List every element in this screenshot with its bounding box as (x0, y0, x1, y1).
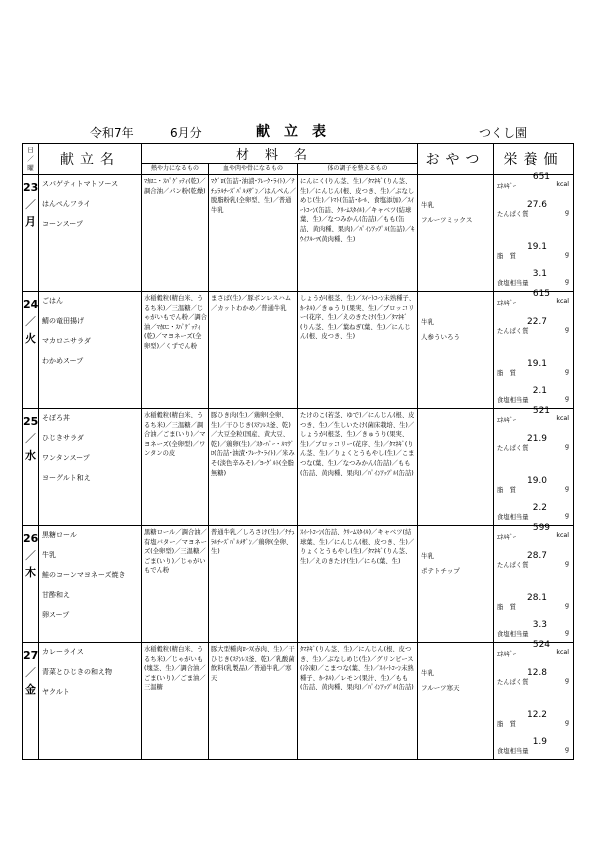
energy-ingredients: 黒糖ロール／調合油／有塩バター／マヨネーズ(全卵型)／三温糖／ごま(いり)／じゃがいもでん粉 (142, 526, 209, 643)
snack-item: ポテトチップ (421, 567, 460, 575)
energy-unit: kcal (556, 415, 570, 422)
condition-ingredients: ﾀﾏﾈｷﾞ(りん茎、生)／にんじん(根、皮つき、生)／ぶなしめじ(生)／グリンピース(冷凍)／こまつな(葉、生)／ｽｲｰﾄｺｰﾝ未熟種子、ｶｰﾈﾙ)／レモン(果汁、生)／もも(缶詰、黄肉種、果肉)／ﾊﾟｲﾝｱｯﾌﾟﾙ(缶詰) (298, 643, 418, 760)
snack-list (418, 292, 494, 409)
salt-value: 1.9 (532, 737, 548, 747)
day-cell (23, 175, 39, 292)
day-cell (23, 292, 39, 409)
fat-unit: g (565, 485, 570, 492)
dish-list (39, 175, 142, 292)
energy-value: 651 (532, 172, 551, 182)
fat-value: 28.1 (526, 593, 548, 603)
snack-list (418, 526, 494, 643)
day-slash: ／ (25, 549, 36, 562)
dish-item: コーンスープ (42, 220, 83, 228)
protein-label: たんぱく質 (497, 679, 529, 686)
fat-label: 脂 質 (497, 604, 516, 611)
fat-value: 19.0 (526, 476, 548, 486)
ing-body-header: 血や肉や骨になるもの (209, 164, 298, 175)
dish-list (39, 409, 142, 526)
salt-unit: g (565, 395, 570, 402)
day-cell (23, 409, 39, 526)
snack-item: 牛乳 (421, 201, 435, 209)
fat-unit: g (565, 719, 570, 726)
day-row (23, 175, 574, 292)
energy-label: ｴﾈﾙｷﾞｰ (497, 417, 516, 424)
nutrition-cell (494, 640, 574, 760)
salt-label: 食塩相当量 (497, 280, 529, 287)
dish-item: ワンタンスープ (42, 454, 90, 462)
dish-item: 牛乳 (42, 551, 56, 559)
dish-header: 献立名 (39, 144, 142, 175)
day-slash: ／ (25, 432, 36, 445)
day-row (23, 409, 574, 526)
protein-value: 21.9 (526, 434, 548, 444)
day-slash: ／ (25, 198, 36, 211)
dish-item: 鯖の竜田揚げ (42, 317, 84, 325)
salt-value: 2.2 (532, 503, 548, 513)
day-number: 27 (23, 649, 39, 662)
facility-name: つくし園 (479, 126, 528, 140)
day-row (23, 292, 574, 409)
salt-label: 食塩相当量 (497, 631, 529, 638)
nutrition-cell (494, 406, 574, 526)
energy-label: ｴﾈﾙｷﾞｰ (497, 183, 516, 190)
dish-item: 鮭のコーンマヨネーズ焼き (42, 571, 126, 579)
salt-label: 食塩相当量 (497, 748, 529, 755)
ing-condition-header: 体の調子を整えるもの (298, 164, 418, 175)
protein-value: 27.6 (526, 200, 548, 210)
day-number: 25 (23, 415, 39, 428)
salt-unit: g (565, 629, 570, 636)
fat-unit: g (565, 251, 570, 258)
weekday: 月 (25, 215, 36, 228)
snack-list (418, 643, 494, 760)
ingredients-header: 材料名 (142, 144, 418, 164)
dish-item: わかめスープ (42, 357, 84, 365)
day-number: 23 (23, 181, 39, 194)
dish-list (39, 292, 142, 409)
weekday: 火 (25, 332, 36, 345)
energy-value: 599 (532, 523, 551, 533)
day-row (23, 643, 574, 760)
snack-item: 人参ういろう (421, 333, 461, 341)
salt-label: 食塩相当量 (497, 397, 529, 404)
day-number: 24 (23, 298, 39, 311)
dish-item: ひじきサラダ (42, 434, 84, 442)
nutrition-header: 栄養価 (494, 144, 574, 175)
snack-item: 牛乳 (421, 552, 435, 560)
energy-label: ｴﾈﾙｷﾞｰ (497, 651, 516, 658)
dish-item: そぼろ丼 (42, 414, 70, 422)
dish-item: 甘酢和え (42, 591, 70, 599)
fat-label: 脂 質 (497, 253, 516, 260)
energy-unit: kcal (556, 649, 570, 656)
salt-value: 2.1 (532, 386, 548, 396)
weekday: 金 (25, 683, 36, 696)
day-cell (23, 526, 39, 643)
body-ingredients: まさば(生)／豚ボンレスハム／カットわかめ／普通牛乳 (209, 292, 298, 409)
dish-item: ヨーグルト和え (42, 474, 91, 482)
condition-ingredients: にんにく(りん茎、生)／ﾀﾏﾈｷﾞ(りん茎、生)／にんじん(根、皮つき、生)／ぶなしめじ(生)／ﾄﾏﾄ(缶詰･ﾎｰﾙ、食塩添加)／ｽｲｰﾄｺｰﾝ(缶詰、ｸﾘｰﾑｽﾀｲﾙ)／キャベツ(結球葉、生)／なつみかん(缶詰)／もも(缶詰、黄肉種、果肉)／ﾊﾟｲﾝｱｯﾌﾟﾙ(缶詰)／ｷｳｲﾌﾙｰﾂ(黄肉種、生) (298, 175, 418, 292)
snack-item: 牛乳 (421, 669, 435, 677)
body-ingredients: 豚ひき肉(生)／鶏卵(全卵、生)／干ひじき(ｽﾃﾝﾚｽ釜、乾)／大豆全粒(国産、黄大豆、乾)／鶏卵(生)／ｽﾀｰﾊﾞｰ・ﾙﾏｸﾞﾛ(缶詰･油漬･ﾌﾚｰｸ･ﾗｲﾄ)／米みそ(淡色辛みそ)／ﾖｰｸﾞﾙﾄ(全脂無糖) (209, 409, 298, 526)
protein-label: たんぱく質 (497, 562, 529, 569)
day-slash: ／ (25, 666, 36, 679)
body-ingredients: ﾏｸﾞﾛ(缶詰･油漬･ﾌﾚｰｸ･ﾗｲﾄ)／ﾅﾁｭﾗﾙﾁｰｽﾞﾊﾟﾙﾒｻﾞﾝ／はんぺん／脱脂粉乳(全卵型、生)／普通牛乳 (209, 175, 298, 292)
protein-value: 12.8 (526, 668, 548, 678)
condition-ingredients: ｽｲｰﾄｺｰﾝ(缶詰、ｸﾘｰﾑｽﾀｲﾙ)／キャベツ(結球葉、生)／にんじん(根、皮つき、生)／りょくとうもやし(生)／ﾀﾏﾈｷﾞ(りん茎、生)／えのきたけ(生)／にら(葉、生) (298, 526, 418, 643)
fat-label: 脂 質 (497, 370, 516, 377)
protein-unit: g (565, 677, 570, 684)
day-header: 日 ／ 曜 (23, 144, 39, 175)
nutrition-cell (494, 523, 574, 643)
snack-header: おやつ (418, 144, 494, 175)
dish-item: スパゲティトマトソース (42, 180, 119, 188)
weekday: 木 (25, 566, 36, 579)
dish-item: カレーライス (42, 648, 84, 656)
energy-unit: kcal (556, 298, 570, 305)
energy-ingredients: ﾏｶﾛﾆ・ｽﾊﾟｹﾞｯﾃｨ(乾)／調合油／パン粉(乾燥) (142, 175, 209, 292)
dish-item: 黒糖ロール (42, 531, 77, 539)
energy-value: 615 (532, 289, 551, 299)
fat-value: 19.1 (526, 359, 548, 369)
month-label: 6月分 (170, 126, 202, 140)
snack-item: 牛乳 (421, 318, 435, 326)
weekday: 水 (25, 449, 36, 462)
day-row (23, 526, 574, 643)
ing-energy-header: 熱や力になるもの (142, 164, 209, 175)
protein-value: 22.7 (526, 317, 548, 327)
dish-list (39, 526, 142, 643)
dish-item: 卵スープ (42, 611, 70, 619)
fat-value: 19.1 (526, 242, 548, 252)
body-ingredients: 普通牛乳／しろさけ(生)／ﾅﾁｭﾗﾙﾁｰｽﾞﾊﾟﾙﾒｻﾞﾝ／鶏卵(全卵、生) (209, 526, 298, 643)
salt-unit: g (565, 512, 570, 519)
fat-label: 脂 質 (497, 721, 516, 728)
dish-item: ごはん (42, 297, 63, 305)
energy-ingredients: 水稲穀粒(精白米、うるち米)／三温糖／調合油／ごま(いり)／マヨネーズ(全卵型)／ワンタンの皮 (142, 409, 209, 526)
fat-value: 12.2 (526, 710, 548, 720)
dish-item: ヤクルト (42, 688, 70, 696)
dish-item: はんぺんフライ (42, 200, 91, 208)
salt-unit: g (565, 746, 570, 753)
condition-ingredients: たけのこ(若茎、ゆで)／にんじん(根、皮つき、生)／生しいたけ(菌床栽培、生)／しょうが(根茎、生)／きゅうり(果実、生)／ブロッコリー(花序、生)／ﾀﾏﾈｷﾞ(りん茎、生)／りょくとうもやし(生)／こまつな(葉、生)／なつみかん(缶詰)／もも(缶詰、黄肉種、果肉)／ﾊﾟｲﾝｱｯﾌﾟﾙ(缶詰) (298, 409, 418, 526)
energy-label: ｴﾈﾙｷﾞｰ (497, 534, 516, 541)
protein-label: たんぱく質 (497, 328, 529, 335)
snack-list (418, 409, 494, 526)
era-label: 令和7年 (90, 126, 134, 140)
salt-value: 3.3 (532, 620, 548, 630)
day-cell (23, 643, 39, 760)
energy-unit: kcal (556, 532, 570, 539)
body-ingredients: 豚大型種肉ﾛｰｽ(赤肉、生)／干ひじき(ｽﾃﾝﾚｽ釜、乾)／乳酸菌飲料(乳製品)／普通牛乳／寒天 (209, 643, 298, 760)
dish-item: 青菜とひじきの和え物 (42, 668, 112, 676)
snack-list (418, 175, 494, 292)
energy-value: 521 (532, 406, 551, 416)
protein-label: たんぱく質 (497, 445, 529, 452)
day-slash: ／ (25, 315, 36, 328)
fat-label: 脂 質 (497, 487, 516, 494)
energy-ingredients: 水稲穀粒(精白米、うるち米)／三温糖／じゃがいもでん粉／調合油／ﾏｶﾛﾆ・ｽﾊﾟｹﾞｯﾃｨ(乾)／マヨネーズ(全卵型)／くずでん粉 (142, 292, 209, 409)
energy-unit: kcal (556, 181, 570, 188)
salt-label: 食塩相当量 (497, 514, 529, 521)
energy-label: ｴﾈﾙｷﾞｰ (497, 300, 516, 307)
snack-item: フルーツミックス (421, 216, 473, 224)
page-title: 献立表 (256, 124, 340, 140)
salt-value: 3.1 (532, 269, 548, 279)
energy-ingredients: 水稲穀粒(精白米、うるち米)／じゃがいも(塊茎、生)／調合油／ごま(いり)／ごま油／三温糖 (142, 643, 209, 760)
nutrition-cell (494, 172, 574, 292)
protein-unit: g (565, 326, 570, 333)
fat-unit: g (565, 368, 570, 375)
dish-item: マカロニサラダ (42, 337, 91, 345)
protein-unit: g (565, 209, 570, 216)
salt-unit: g (565, 278, 570, 285)
dish-list (39, 643, 142, 760)
energy-value: 524 (532, 640, 551, 650)
protein-label: たんぱく質 (497, 211, 529, 218)
menu-table (22, 143, 574, 760)
protein-unit: g (565, 560, 570, 567)
snack-item: フルーツ寒天 (421, 684, 460, 692)
protein-unit: g (565, 443, 570, 450)
protein-value: 28.7 (526, 551, 548, 561)
condition-ingredients: しょうが(根茎、生)／ｽｲｰﾄｺｰﾝ未熟種子、ｶｰﾈﾙ)／きゅうり(果実、生)／ブロッコリー(花序、生)／えのきたけ(生)／ﾀﾏﾈｷﾞ(りん茎、生)／葉ねぎ(葉、生)／にんじん(根、皮つき、生) (298, 292, 418, 409)
day-number: 26 (23, 532, 39, 545)
nutrition-cell (494, 289, 574, 409)
fat-unit: g (565, 602, 570, 609)
